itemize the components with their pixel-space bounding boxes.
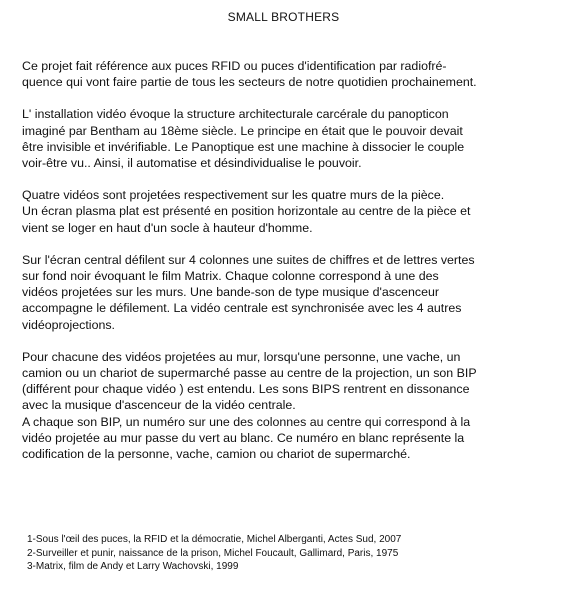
text-line: imaginé par Bentham au 18ème siècle. Le principe en était que le pouvoir devait [22,123,463,138]
paragraph-bip [22,349,552,462]
footnote-1: 1-Sous l'œil des puces, la RFID et la démocratie, Michel Alberganti, Actes Sud, 2007 [27,534,402,545]
paragraph-panopticon [22,106,552,171]
text-line: avec la musique d'ascenceur de la vidéo centrale. [22,398,296,413]
text-line: Ce projet fait référence aux puces RFID ou puces d'identification par radiofré- [22,59,447,73]
paragraph-videos [22,187,552,236]
text-line: A chaque son BIP, un numéro sur une des colonnes au centre qui correspond à la [22,414,471,429]
text-line: Quatre vidéos sont projetées respectivement sur les quatre murs de la pièce. [22,188,445,203]
text-line: vidéoprojections. [22,317,115,332]
text-line: sur fond noir évoquant le film Matrix. Chaque colonne correspond à une des [22,269,439,284]
text-line: vidéos projetées sur les murs. Une bande-son de type musique d'ascenceur [22,285,439,300]
text-line: L' installation vidéo évoque la structure architecturale carcérale du panopticon [22,107,449,122]
footnotes [27,533,547,574]
paragraph-intro [22,58,552,90]
footnote-2: 2-Surveiller et punir, naissance de la prison, Michel Foucault, Gallimard, Paris, 1975 [27,547,399,559]
text-line: Pour chacune des vidéos projetées au mur, lorsqu'une personne, une vache, un [22,349,461,364]
footnote-3: 3-Matrix, film de Andy et Larry Wachovski, 1999 [27,561,239,572]
text-line: Un écran plasma plat est présenté en position horizontale au centre de la pièce et [22,204,471,219]
text-line: codification de la personne, vache, camion ou chariot de supermarché. [22,447,411,462]
text-line: être invisible et invérifiable. Le Panoptique est une machine à dissocier le couple [22,139,465,154]
text-line: voir-être vu.. Ainsi, il automatise et désindividualise le pouvoir. [22,156,362,171]
text-line: quence qui vont faire partie de tous les secteurs de notre quotidien prochainement. [22,75,477,90]
text-line: camion ou un chariot de supermarché passe au centre de la projection, un son BIP [22,366,477,381]
text-line: vidéo projetée au mur passe du vert au blanc. Ce numéro en blanc représente la [22,430,465,445]
text-line: accompagne le défilement. La vidéo centrale est synchronisée avec les 4 autres [22,301,462,316]
page-title: SMALL BROTHERS [227,10,340,24]
document-body [22,58,552,478]
text-line: vient se loger en haut d'un socle à hauteur d'homme. [22,220,313,235]
text-line: Sur l'écran central défilent sur 4 colonnes une suites de chiffres et de lettres vertes [22,252,475,267]
text-line: (différent pour chaque vidéo ) est entendu. Les sons BIPS rentrent en dissonance [22,382,470,397]
paragraph-central-screen [22,252,552,333]
